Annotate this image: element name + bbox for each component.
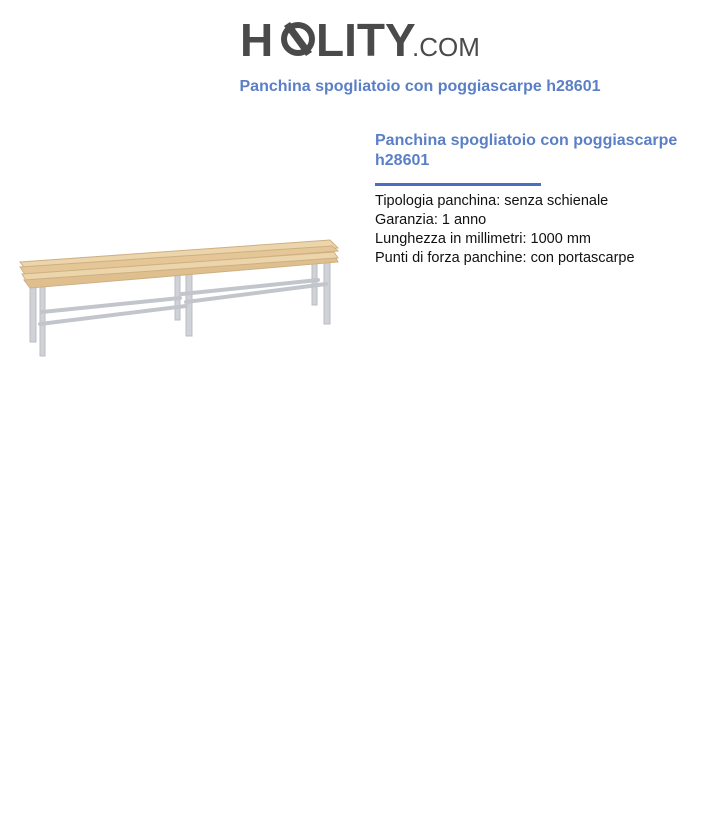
product-title: Panchina spogliatoio con poggiascarpe h28601 xyxy=(375,132,678,169)
spec-list xyxy=(375,192,705,268)
title-divider xyxy=(375,183,541,186)
svg-text:LITY: LITY xyxy=(316,14,416,66)
logo-o-icon xyxy=(281,22,315,56)
holity-logo[interactable] xyxy=(240,8,490,68)
spec-type: Tipologia panchina: senza schienale xyxy=(375,193,609,209)
spec-strengths: Punti di forza panchine: con portascarpe xyxy=(375,250,635,266)
page-title: Panchina spogliatoio con poggiascarpe h28601 xyxy=(239,78,601,95)
svg-text:.COM: .COM xyxy=(412,32,480,62)
spec-length: Lunghezza in millimetri: 1000 mm xyxy=(375,231,591,247)
spec-warranty: Garanzia: 1 anno xyxy=(375,212,487,228)
bench-image xyxy=(0,112,360,472)
svg-text:H: H xyxy=(240,14,274,66)
holity-logo-graphic xyxy=(240,8,490,68)
product-info xyxy=(375,131,705,268)
product-image xyxy=(0,112,360,472)
